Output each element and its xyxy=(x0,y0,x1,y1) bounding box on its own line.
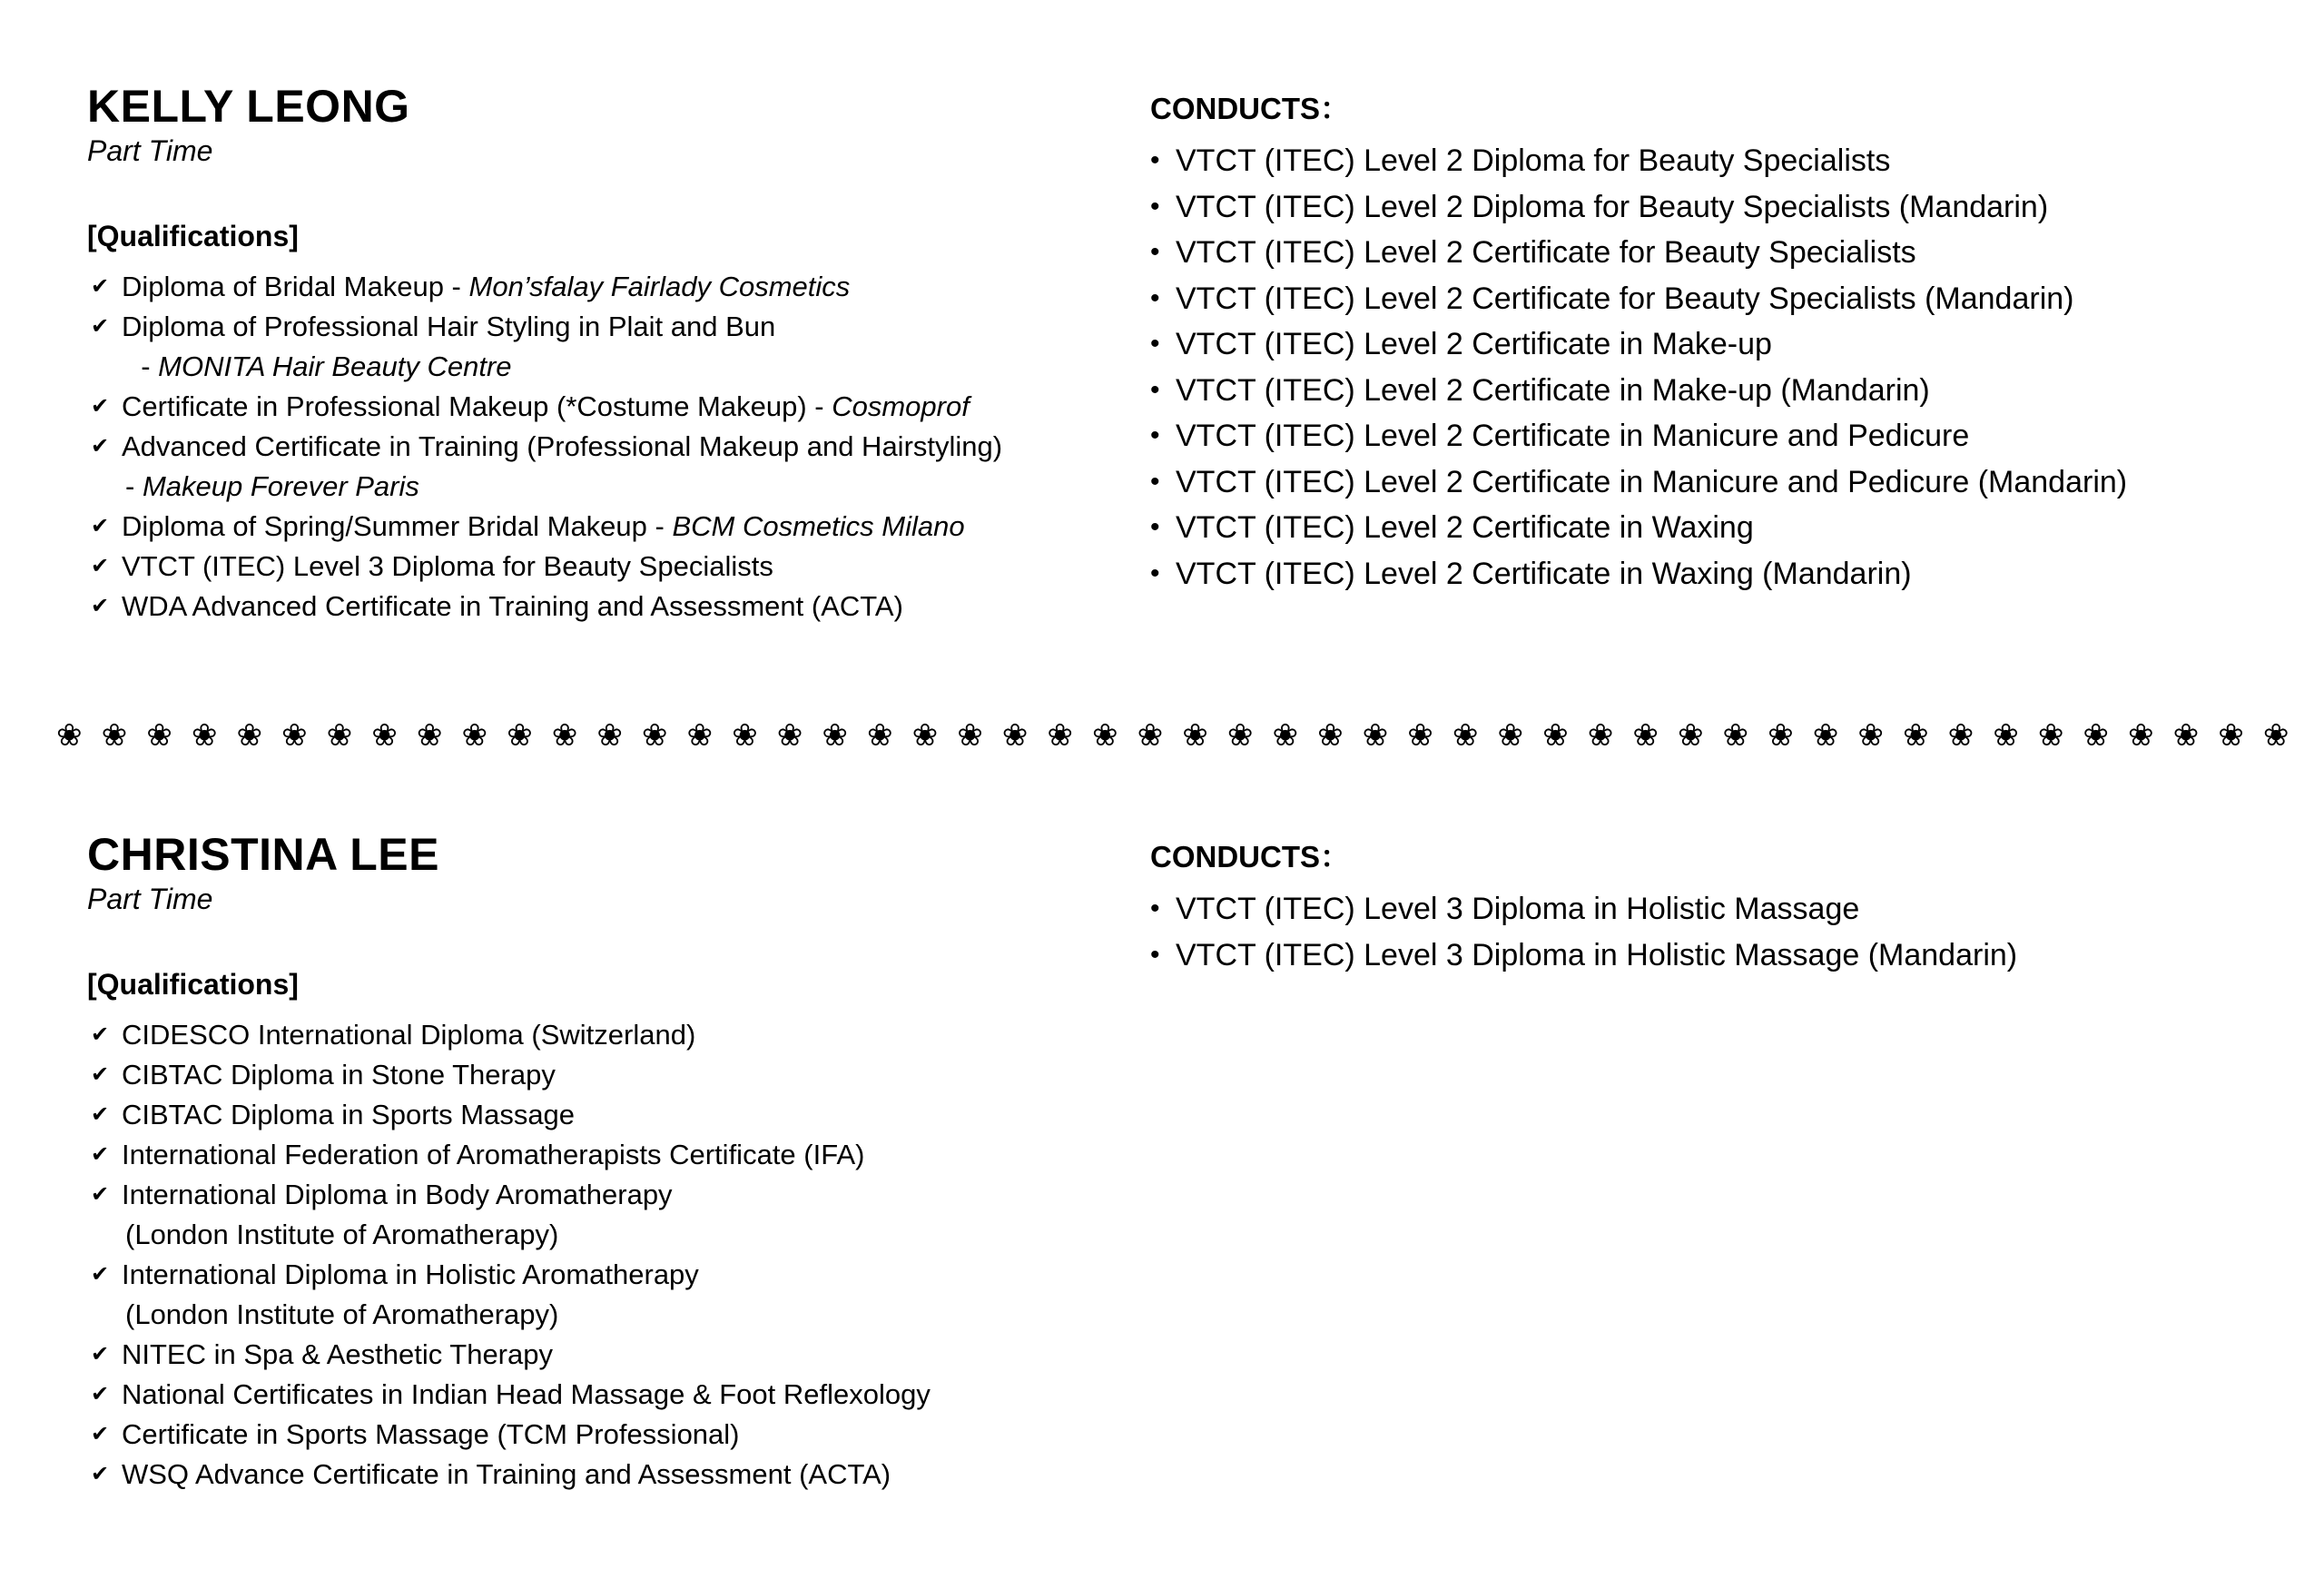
qualification-title: Certificate in Professional Makeup (*Costume Makeup) - xyxy=(122,390,832,422)
flower-icon: ❀ xyxy=(461,717,487,754)
conduct-text: VTCT (ITEC) Level 2 Certificate in Manicure and Pedicure xyxy=(1176,419,1970,453)
qualification-text xyxy=(122,1135,1104,1175)
profile-role: Part Time xyxy=(87,883,213,915)
qualification-title: CIBTAC Diploma in Sports Massage xyxy=(122,1099,576,1130)
qualification-item xyxy=(87,1175,1104,1255)
flower-icon: ❀ xyxy=(191,717,218,754)
conduct-item xyxy=(1150,321,2294,368)
qualification-item xyxy=(87,1415,1104,1455)
check-icon: ✔ xyxy=(91,594,110,618)
profile-kelly-leong xyxy=(0,80,2324,661)
qualification-item xyxy=(87,507,1104,547)
conduct-item xyxy=(1150,886,2294,933)
check-icon: ✔ xyxy=(91,394,110,419)
flower-icon: ❀ xyxy=(1452,717,1479,754)
flower-icon: ❀ xyxy=(1497,717,1523,754)
qualification-title: Advanced Certificate in Training (Professional Makeup and Hairstyling) xyxy=(122,430,1003,462)
qualification-item xyxy=(87,267,1104,307)
check-icon: ✔ xyxy=(91,1022,110,1047)
qualification-institution: Mon’sfalay Fairlady Cosmetics xyxy=(468,271,851,302)
check-icon: ✔ xyxy=(91,1342,110,1367)
flower-icon: ❀ xyxy=(371,717,398,754)
flower-icon: ❀ xyxy=(1857,717,1884,754)
qualification-title: (London Institute of Aromatherapy) xyxy=(125,1298,559,1330)
conduct-text: VTCT (ITEC) Level 2 Certificate in Make-up (Mandarin) xyxy=(1176,372,1930,408)
conduct-item xyxy=(1150,276,2294,322)
flower-icon: ❀ xyxy=(1317,717,1344,754)
qualification-item xyxy=(87,1335,1104,1375)
qualification-title: CIDESCO International Diploma (Switzerland) xyxy=(122,1019,696,1051)
flower-icon: ❀ xyxy=(1722,717,1749,754)
conduct-item xyxy=(1150,368,2294,414)
flower-icon: ❀ xyxy=(1677,717,1704,754)
conducts-list xyxy=(1150,138,2294,597)
flower-icon: ❀ xyxy=(2037,717,2064,754)
flower-icon: ❀ xyxy=(1902,717,1929,754)
qualification-title: WSQ Advance Certificate in Training and Assessment (ACTA) xyxy=(122,1458,891,1490)
bullet-icon: • xyxy=(1150,558,1160,588)
flower-icon: ❀ xyxy=(2083,717,2109,754)
qualification-item xyxy=(87,547,1104,587)
conduct-text: VTCT (ITEC) Level 3 Diploma in Holistic Massage (Mandarin) xyxy=(1176,937,2018,972)
qualification-title: - xyxy=(125,470,143,502)
check-icon: ✔ xyxy=(91,314,110,339)
check-icon: ✔ xyxy=(91,1422,110,1446)
profile-role: Part Time xyxy=(87,134,213,167)
flower-icon: ❀ xyxy=(56,717,83,754)
check-icon: ✔ xyxy=(91,1382,110,1406)
qualification-institution: Cosmoprof xyxy=(832,390,970,422)
qualification-item xyxy=(87,1255,1104,1335)
flower-icon: ❀ xyxy=(507,717,533,754)
flower-icon: ❀ xyxy=(686,717,714,754)
conduct-text: VTCT (ITEC) Level 2 Certificate in Waxing xyxy=(1176,510,1754,545)
check-icon: ✔ xyxy=(91,434,110,459)
conducts-section xyxy=(1150,828,2294,978)
conduct-item xyxy=(1150,138,2294,184)
qualification-text xyxy=(122,1015,1104,1055)
profile-christina-lee xyxy=(0,828,2324,1536)
check-icon: ✔ xyxy=(91,1262,110,1287)
qualifications-heading: [Qualifications] xyxy=(87,968,299,1001)
conduct-item xyxy=(1150,551,2294,597)
qualification-title: International Federation of Aromatherapists Certificate (IFA) xyxy=(122,1139,865,1170)
check-icon: ✔ xyxy=(91,554,110,578)
conduct-text: VTCT (ITEC) Level 2 Certificate for Beauty Specialists (Mandarin) xyxy=(1176,281,2074,316)
flower-icon: ❀ xyxy=(911,717,939,754)
bullet-icon: • xyxy=(1150,191,1160,222)
flower-icon: ❀ xyxy=(1542,717,1569,754)
flower-icon: ❀ xyxy=(1768,717,1794,754)
qualification-title: Diploma of Spring/Summer Bridal Makeup - xyxy=(122,510,673,542)
profile-details xyxy=(87,828,1104,1495)
qualification-item xyxy=(87,307,1104,387)
qualification-text xyxy=(122,1255,1104,1295)
conduct-text: VTCT (ITEC) Level 2 Certificate in Waxing (Mandarin) xyxy=(1176,556,1912,591)
qualification-text xyxy=(122,307,1104,347)
qualification-text xyxy=(122,427,1104,467)
bullet-icon: • xyxy=(1150,329,1160,359)
qualification-title: International Diploma in Body Aromatherapy xyxy=(122,1179,673,1210)
qualification-institution: Makeup Forever Paris xyxy=(142,470,419,502)
qualification-title: Certificate in Sports Massage (TCM Professional) xyxy=(122,1418,740,1450)
flower-icon: ❀ xyxy=(1947,717,1974,754)
flower-icon: ❀ xyxy=(641,717,668,754)
qualification-title: National Certificates in Indian Head Massage & Foot Reflexology xyxy=(122,1378,931,1410)
qualification-text xyxy=(122,1095,1104,1135)
flower-icon: ❀ xyxy=(1182,717,1208,754)
bullet-icon: • xyxy=(1150,282,1160,313)
check-icon: ✔ xyxy=(91,514,110,538)
flower-icon: ❀ xyxy=(326,717,353,754)
flower-icon: ❀ xyxy=(551,717,578,754)
qualification-title: International Diploma in Holistic Aromatherapy xyxy=(122,1258,699,1290)
check-icon: ✔ xyxy=(91,1182,110,1207)
check-icon: ✔ xyxy=(91,1462,110,1486)
qualification-item xyxy=(87,1015,1104,1055)
flower-icon: ❀ xyxy=(1001,717,1029,754)
qualification-subline xyxy=(122,347,1104,387)
flower-icon: ❀ xyxy=(1226,717,1254,754)
flower-icon: ❀ xyxy=(1092,717,1118,754)
qualification-item xyxy=(87,1455,1104,1495)
flower-icon: ❀ xyxy=(1272,717,1298,754)
qualification-item xyxy=(87,1055,1104,1095)
conducts-heading: CONDUCTS： xyxy=(1150,840,1350,873)
flower-icon: ❀ xyxy=(281,717,308,754)
flower-divider xyxy=(56,717,2290,754)
bullet-icon: • xyxy=(1150,420,1160,450)
conduct-item xyxy=(1150,505,2294,551)
qualification-item xyxy=(87,1135,1104,1175)
flower-icon: ❀ xyxy=(822,717,848,754)
profile-name: KELLY LEONG xyxy=(87,81,410,132)
qualification-item xyxy=(87,1095,1104,1135)
flower-icon: ❀ xyxy=(776,717,803,754)
flower-icon: ❀ xyxy=(101,717,128,754)
qualification-title: Diploma of Bridal Makeup - xyxy=(122,271,469,302)
qualification-title: WDA Advanced Certificate in Training and Assessment (ACTA) xyxy=(122,590,903,622)
check-icon: ✔ xyxy=(91,274,110,299)
qualifications-list xyxy=(87,267,1104,627)
qualification-title: CIBTAC Diploma in Stone Therapy xyxy=(122,1059,556,1091)
flower-icon: ❀ xyxy=(957,717,983,754)
qualification-item xyxy=(87,587,1104,627)
conduct-text: VTCT (ITEC) Level 2 Certificate in Make-up xyxy=(1176,327,1772,361)
flower-icon: ❀ xyxy=(1632,717,1659,754)
profile-details xyxy=(87,80,1104,627)
flower-icon: ❀ xyxy=(866,717,893,754)
flower-icon: ❀ xyxy=(2128,717,2154,754)
flower-icon: ❀ xyxy=(1047,717,1073,754)
qualification-institution: MONITA Hair Beauty Centre xyxy=(158,350,512,382)
bullet-icon: • xyxy=(1150,145,1160,175)
conduct-item xyxy=(1150,413,2294,459)
conduct-text: VTCT (ITEC) Level 2 Certificate in Manicure and Pedicure (Mandarin) xyxy=(1176,464,2128,499)
check-icon: ✔ xyxy=(91,1142,110,1167)
conduct-item xyxy=(1150,230,2294,276)
conduct-item xyxy=(1150,184,2294,231)
qualifications-heading: [Qualifications] xyxy=(87,220,299,252)
qualification-subline xyxy=(122,467,1104,507)
qualification-title: Diploma of Professional Hair Styling in Plait and Bun xyxy=(122,311,776,342)
conducts-list xyxy=(1150,886,2294,978)
conducts-heading: CONDUCTS： xyxy=(1150,92,1350,125)
conduct-item xyxy=(1150,459,2294,506)
qualification-text xyxy=(122,1175,1104,1215)
flower-icon: ❀ xyxy=(1812,717,1839,754)
qualifications-list xyxy=(87,1015,1104,1495)
conduct-text: VTCT (ITEC) Level 3 Diploma in Holistic Massage xyxy=(1176,892,1860,926)
bullet-icon: • xyxy=(1150,374,1160,405)
bullet-icon: • xyxy=(1150,466,1160,497)
flower-icon: ❀ xyxy=(1587,717,1614,754)
qualification-subline xyxy=(122,1295,1104,1335)
qualification-item xyxy=(87,387,1104,427)
flower-icon: ❀ xyxy=(2218,717,2244,754)
qualification-text xyxy=(122,1415,1104,1455)
flower-icon: ❀ xyxy=(1407,717,1433,754)
qualification-title: NITEC in Spa & Aesthetic Therapy xyxy=(122,1338,553,1370)
flower-icon: ❀ xyxy=(146,717,172,754)
qualification-text xyxy=(122,507,1104,547)
conduct-text: VTCT (ITEC) Level 2 Diploma for Beauty Specialists (Mandarin) xyxy=(1176,189,2049,224)
qualification-text xyxy=(122,587,1104,627)
flower-icon: ❀ xyxy=(1137,717,1164,754)
flower-icon: ❀ xyxy=(732,717,758,754)
qualification-title: - xyxy=(125,350,159,382)
qualification-text xyxy=(122,387,1104,427)
qualification-title: (London Institute of Aromatherapy) xyxy=(125,1219,559,1250)
qualification-text xyxy=(122,1055,1104,1095)
qualification-text xyxy=(122,1375,1104,1415)
qualification-text xyxy=(122,267,1104,307)
bullet-icon: • xyxy=(1150,939,1160,970)
flower-icon: ❀ xyxy=(236,717,262,754)
conduct-text: VTCT (ITEC) Level 2 Diploma for Beauty Specialists xyxy=(1176,143,1891,178)
flower-icon: ❀ xyxy=(2262,717,2290,754)
conduct-text: VTCT (ITEC) Level 2 Certificate for Beauty Specialists xyxy=(1176,235,1916,270)
qualification-institution: BCM Cosmetics Milano xyxy=(672,510,965,542)
bullet-icon: • xyxy=(1150,512,1160,542)
conduct-item xyxy=(1150,933,2294,979)
check-icon: ✔ xyxy=(91,1102,110,1127)
qualification-title: VTCT (ITEC) Level 3 Diploma for Beauty Specialists xyxy=(122,550,773,582)
flower-icon: ❀ xyxy=(2172,717,2200,754)
profile-name: CHRISTINA LEE xyxy=(87,829,439,880)
bullet-icon: • xyxy=(1150,237,1160,267)
qualification-text xyxy=(122,547,1104,587)
flower-icon: ❀ xyxy=(416,717,443,754)
conducts-section xyxy=(1150,80,2294,597)
qualification-item xyxy=(87,427,1104,507)
check-icon: ✔ xyxy=(91,1062,110,1087)
qualification-item xyxy=(87,1375,1104,1415)
flower-icon: ❀ xyxy=(1362,717,1389,754)
qualification-text xyxy=(122,1455,1104,1495)
flower-icon: ❀ xyxy=(596,717,623,754)
flower-icon: ❀ xyxy=(1993,717,2019,754)
qualification-subline xyxy=(122,1215,1104,1255)
bullet-icon: • xyxy=(1150,893,1160,923)
qualification-text xyxy=(122,1335,1104,1375)
